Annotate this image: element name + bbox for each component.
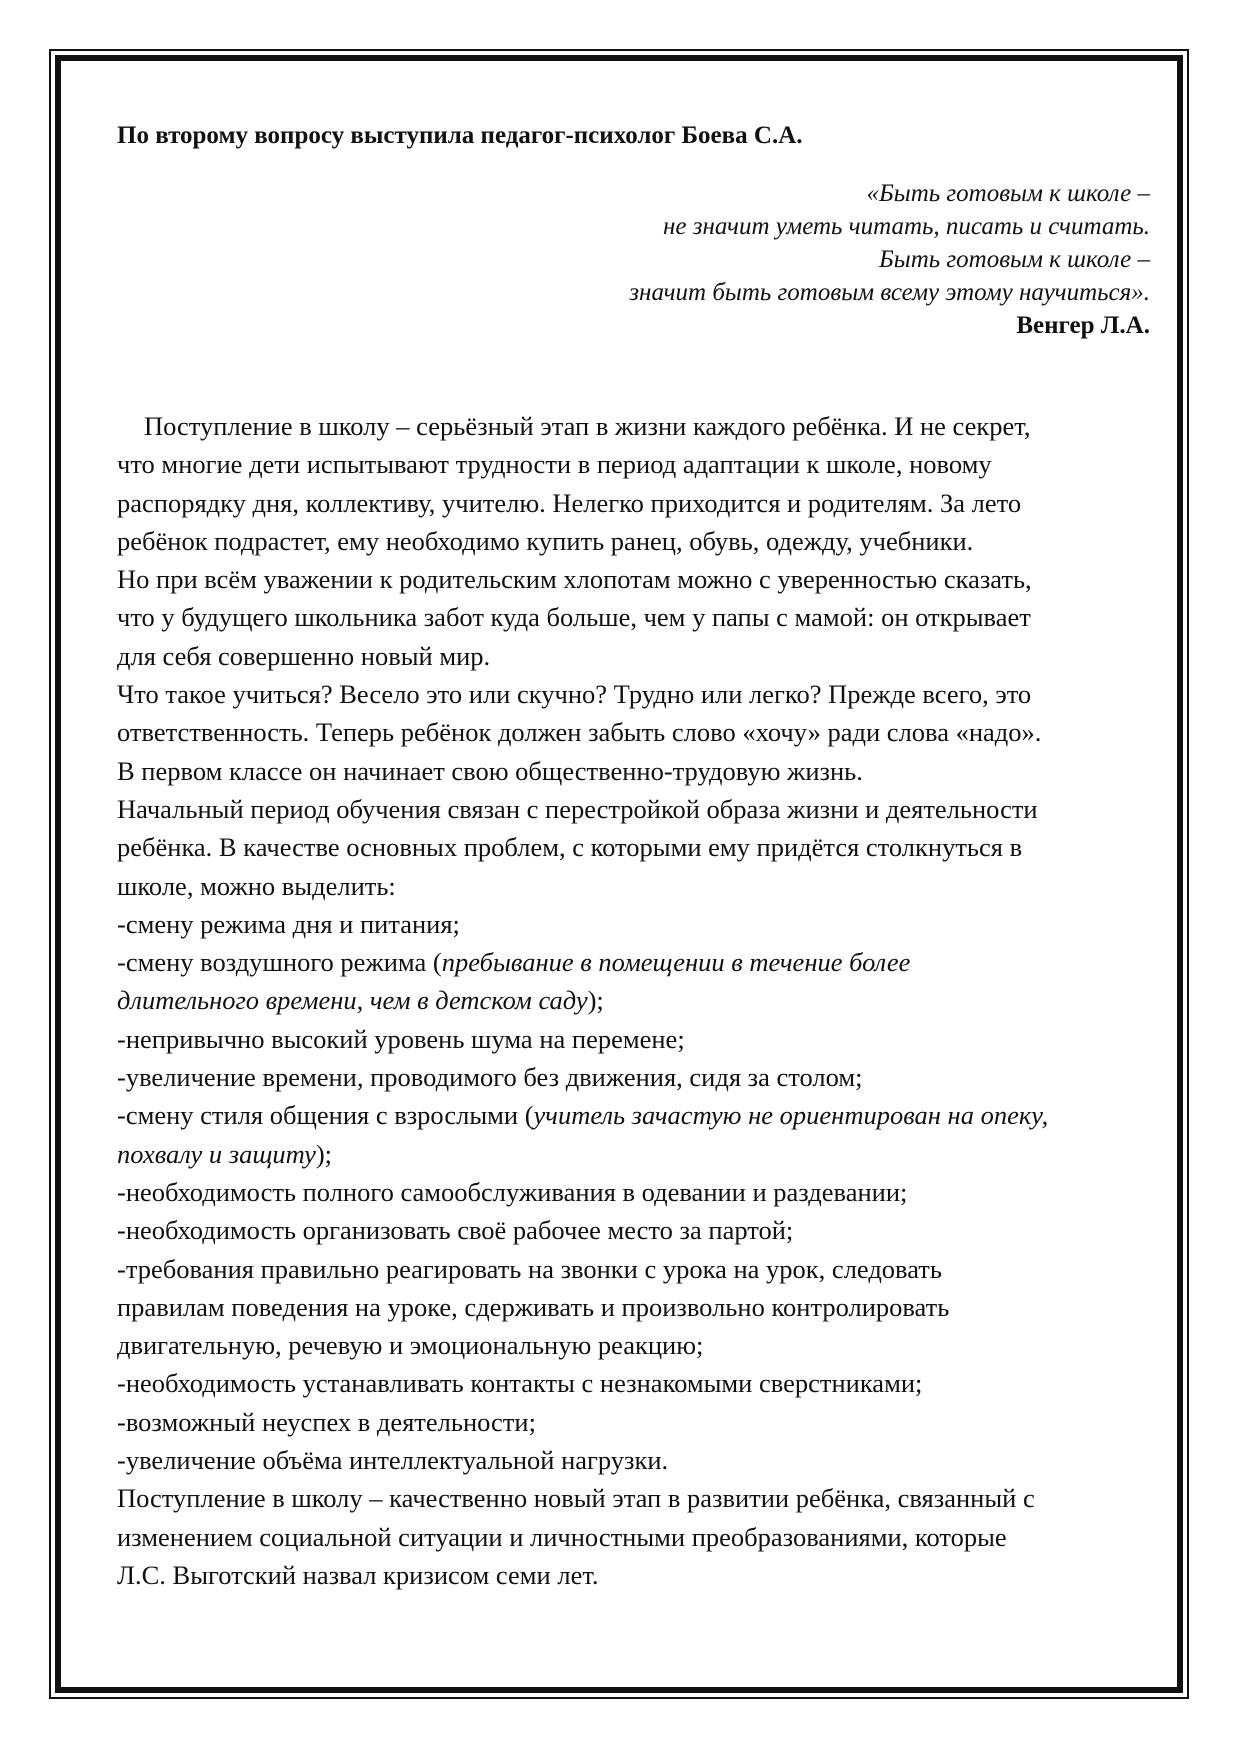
- list-item-continuation: двигательную, речевую и эмоциональную реакцию;: [117, 1330, 704, 1361]
- body-text: [117, 407, 1150, 1594]
- list-item: -увеличение времени, проводимого без движения, сидя за столом;: [117, 1062, 863, 1093]
- list-item: -увеличение объёма интеллектуальной нагрузки.: [117, 1445, 669, 1476]
- epigraph-line: не значит уметь читать, писать и считать.: [662, 213, 1150, 240]
- list-item: [117, 1096, 1150, 1134]
- document-content: [117, 120, 1150, 1594]
- text-line: изменением социальной ситуации и личностными преобразованиями, которые: [117, 1521, 1007, 1552]
- italic-segment: длительного времени, чем в детском саду: [117, 985, 588, 1016]
- italic-segment: пребывание в помещении в течение более: [441, 947, 911, 978]
- section-heading: По второму вопросу выступила педагог-психолог Боева С.А.: [117, 122, 803, 149]
- text-line: школе, можно выделить:: [117, 870, 396, 901]
- list-item: -необходимость устанавливать контакты с незнакомыми сверстниками;: [117, 1368, 923, 1399]
- italic-segment: учитель зачастую не ориентирован на опеку,: [533, 1100, 1049, 1131]
- text-line: В первом классе он начинает свою общественно-трудовую жизнь.: [117, 755, 863, 786]
- italic-segment: похвалу и защиту: [117, 1138, 316, 1169]
- text-line: Л.С. Выготский назвал кризисом семи лет.: [117, 1559, 599, 1590]
- text-line: ответственность. Теперь ребёнок должен забыть слово «хочу» ради слова «надо».: [117, 717, 1042, 748]
- text-line: что многие дети испытывают трудности в период адаптации к школе, новому: [117, 449, 992, 480]
- text-line: ребёнка. В качестве основных проблем, с которыми ему придётся столкнуться в: [117, 832, 1023, 863]
- epigraph-line: «Быть готовым к школе –: [866, 180, 1150, 207]
- list-item: -необходимость организовать своё рабочее место за партой;: [117, 1215, 794, 1246]
- epigraph-line: значит быть готовым всему этому научиться».: [629, 279, 1150, 306]
- text-segment: );: [315, 1138, 333, 1169]
- text-segment: -смену воздушного режима (: [117, 947, 442, 978]
- text-line: распорядку дня, коллективу, учителю. Нелегко приходится и родителям. За лето: [117, 487, 1022, 518]
- list-item: [117, 943, 1150, 981]
- text-segment: );: [587, 985, 604, 1016]
- text-line: для себя совершенно новый мир.: [117, 640, 491, 671]
- text-segment: -смену стиля общения с взрослыми (: [117, 1100, 534, 1131]
- epigraph: [117, 177, 1150, 342]
- list-item: -смену режима дня и питания;: [117, 908, 460, 939]
- list-item: -требования правильно реагировать на звонки с урока на урок, следовать: [117, 1253, 942, 1284]
- text-line: ребёнок подрастет, ему необходимо купить ранец, обувь, одежду, учебники.: [117, 525, 974, 556]
- list-item: -необходимость полного самообслуживания в одевании и раздевании;: [117, 1176, 908, 1207]
- text-line: Поступление в школу – качественно новый этап в развитии ребёнка, связанный с: [117, 1483, 1035, 1514]
- text-line: Начальный период обучения связан с перестройкой образа жизни и деятельности: [117, 793, 1038, 824]
- text-line: что у будущего школьника забот куда больше, чем у папы с мамой: он открывает: [117, 602, 1031, 633]
- list-item-continuation: [117, 1135, 1150, 1173]
- list-item-continuation: правилам поведения на уроке, сдерживать и произвольно контролировать: [117, 1291, 950, 1322]
- text-line: Поступление в школу – серьёзный этап в жизни каждого ребёнка. И не секрет,: [144, 411, 1031, 441]
- list-item-continuation: [117, 981, 1150, 1019]
- epigraph-line: Быть готовым к школе –: [879, 246, 1150, 273]
- list-item: -возможный неуспех в деятельности;: [117, 1406, 536, 1437]
- epigraph-author: Венгер Л.А.: [1016, 312, 1150, 339]
- list-item: -непривычно высокий уровень шума на перемене;: [117, 1023, 685, 1054]
- text-line: Но при всём уважении к родительским хлопотам можно с уверенностью сказать,: [117, 564, 1032, 595]
- text-line: Что такое учиться? Весело это или скучно? Трудно или легко? Прежде всего, это: [117, 679, 1032, 710]
